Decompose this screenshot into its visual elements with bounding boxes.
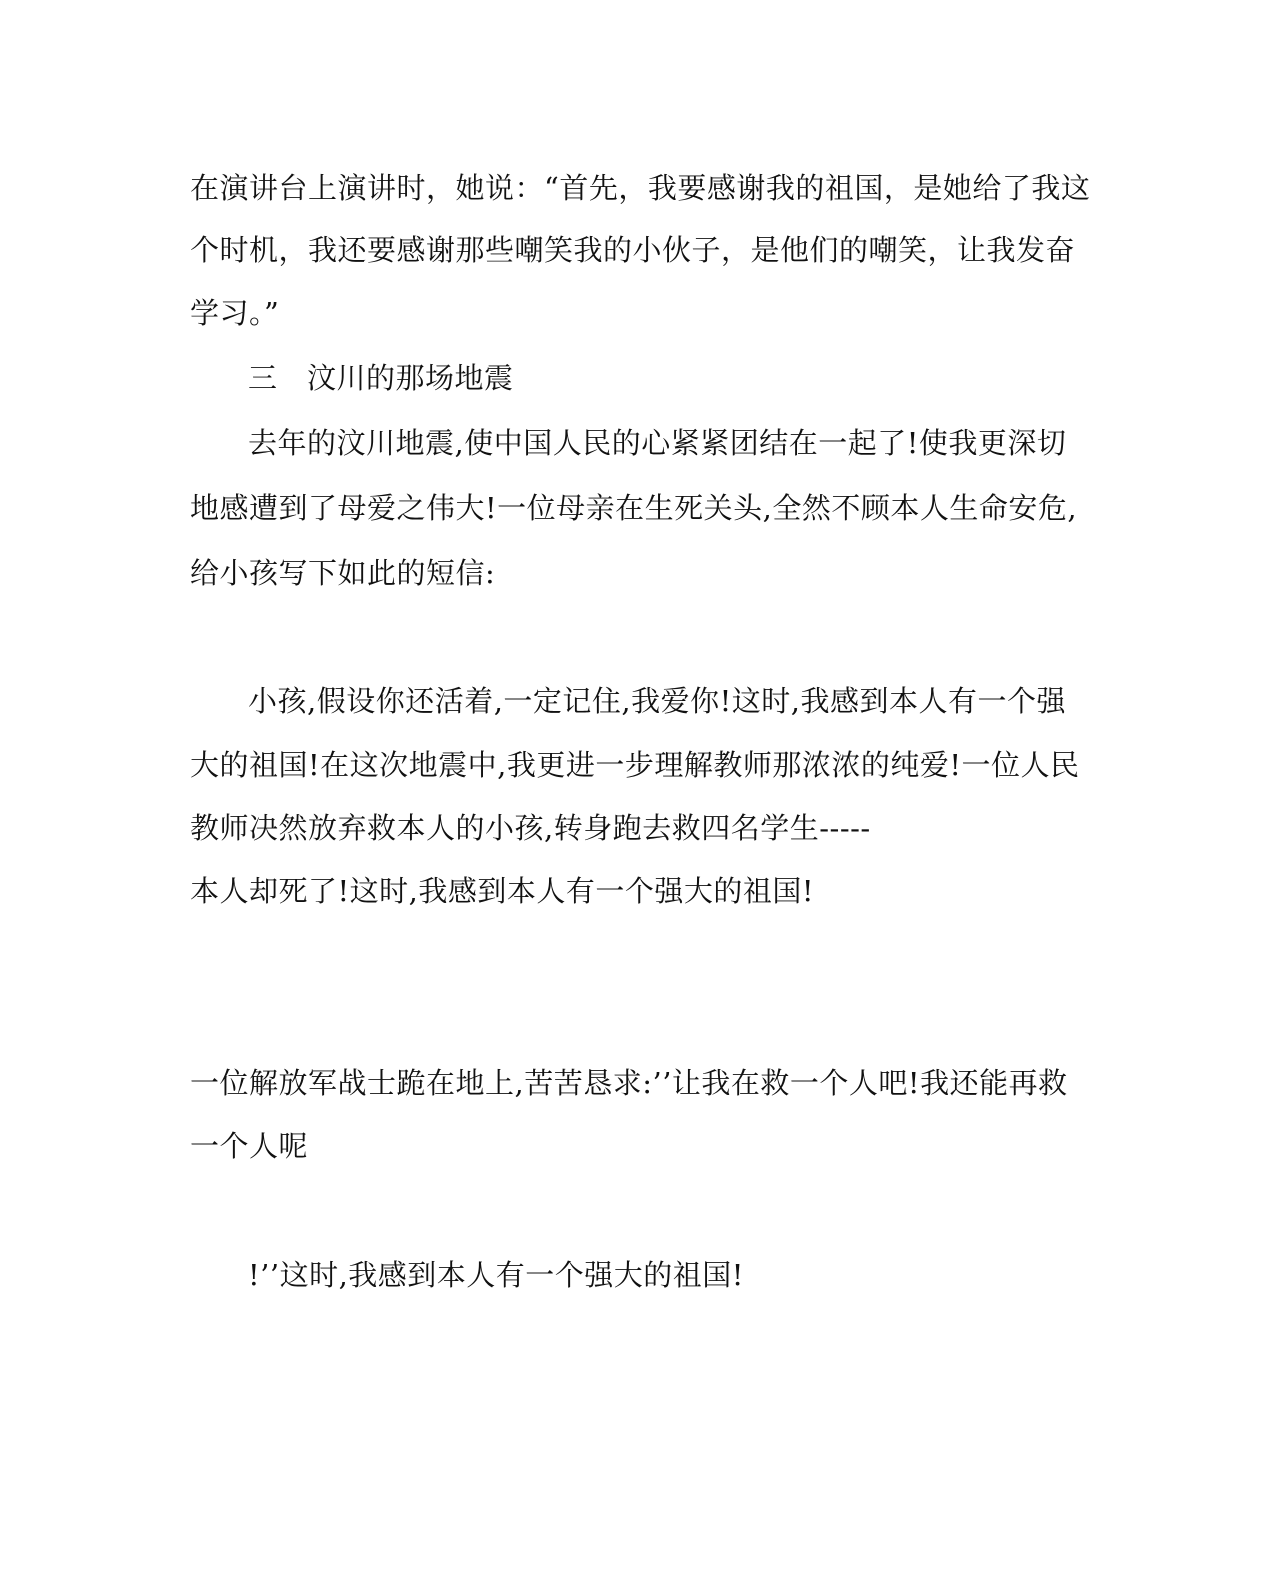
text-line: 在演讲台上演讲时，她说：“首先，我要感谢我的祖国，是她给了我这 xyxy=(190,171,1091,205)
text-line: 本人却死了!这时,我感到本人有一个强大的祖国! xyxy=(190,874,815,908)
text-line: 去年的汶川地震,使中国人民的心紧紧团结在一起了!使我更深切 xyxy=(248,426,1067,460)
section-heading: 三 汶川的那场地震 xyxy=(248,361,514,395)
text-line: 个时机，我还要感谢那些嘲笑我的小伙子，是他们的嘲笑，让我发奋 xyxy=(190,233,1076,267)
text-line: 一位解放军战士跪在地上,苦苦恳求:’’让我在救一个人吧!我还能再救 xyxy=(190,1066,1068,1100)
text-line: 大的祖国!在这次地震中,我更进一步理解教师那浓浓的纯爱!一位人民 xyxy=(190,748,1080,782)
text-line: 学习。” xyxy=(190,296,280,330)
text-line: 地感遭到了母爱之伟大!一位母亲在生死关头,全然不顾本人生命安危, xyxy=(190,491,1078,525)
text-line: 给小孩写下如此的短信: xyxy=(190,556,496,590)
text-line: !’’这时,我感到本人有一个强大的祖国! xyxy=(248,1258,744,1292)
text-line: 一个人呢 xyxy=(190,1129,309,1163)
text-line: 小孩,假设你还活着,一定记住,我爱你!这时,我感到本人有一个强 xyxy=(248,684,1067,718)
text-line: 教师决然放弃救本人的小孩,转身跑去救四名学生----- xyxy=(190,811,871,845)
